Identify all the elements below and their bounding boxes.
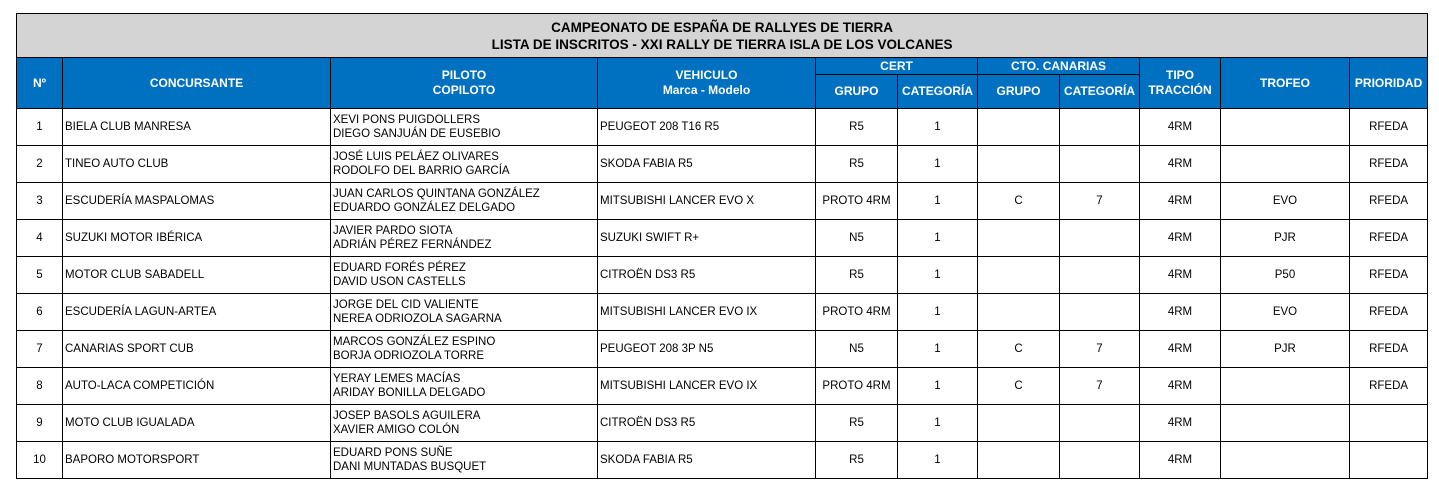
vehicle-model: SUZUKI SWIFT R+	[598, 220, 816, 257]
trophy	[1221, 368, 1350, 405]
priority: RFEDA	[1350, 331, 1428, 368]
trophy	[1221, 442, 1350, 479]
crew	[331, 331, 598, 368]
cert-category: 1	[898, 146, 978, 183]
cert-category: 1	[898, 368, 978, 405]
entrant-name: CANARIAS SPORT CUB	[63, 331, 331, 368]
canarias-category	[1060, 442, 1140, 479]
table-row	[17, 294, 1428, 331]
header-piloto: PILOTO	[441, 68, 487, 82]
header-vehiculo-group	[598, 58, 816, 109]
canarias-category	[1060, 146, 1140, 183]
traction-type: 4RM	[1140, 442, 1221, 479]
entry-number: 1	[17, 109, 63, 146]
cert-category: 1	[898, 220, 978, 257]
trophy: EVO	[1221, 183, 1350, 220]
cert-category: 1	[898, 183, 978, 220]
codriver-name: XAVIER AMIGO COLÓN	[333, 424, 460, 436]
crew	[331, 405, 598, 442]
championship-title: CAMPEONATO DE ESPAÑA DE RALLYES DE TIERRA	[551, 19, 893, 35]
priority: RFEDA	[1350, 220, 1428, 257]
canarias-group	[978, 405, 1060, 442]
table-row	[17, 442, 1428, 479]
crew	[331, 368, 598, 405]
table-row	[17, 183, 1428, 220]
canarias-category	[1060, 294, 1140, 331]
entrant-name: MOTOR CLUB SABADELL	[63, 257, 331, 294]
header-vehiculo: VEHICULO	[675, 68, 738, 82]
cert-group: R5	[816, 442, 898, 479]
crew	[331, 109, 598, 146]
trophy: PJR	[1221, 331, 1350, 368]
cert-group: N5	[816, 331, 898, 368]
cert-category: 1	[898, 405, 978, 442]
header-traccion: TRACCIÓN	[1148, 83, 1212, 97]
entrant-name: ESCUDERÍA MASPALOMAS	[63, 183, 331, 220]
codriver-name: EDUARDO GONZÁLEZ DELGADO	[333, 202, 516, 214]
codriver-name: ARIDAY BONILLA DELGADO	[333, 387, 486, 399]
entry-number: 5	[17, 257, 63, 294]
header-num: Nº	[17, 58, 63, 109]
vehicle-model: MITSUBISHI LANCER EVO IX	[598, 294, 816, 331]
entry-number: 10	[17, 442, 63, 479]
canarias-group	[978, 146, 1060, 183]
vehicle-model: CITROËN DS3 R5	[598, 405, 816, 442]
canarias-group: C	[978, 331, 1060, 368]
entry-number: 3	[17, 183, 63, 220]
vehicle-model: SKODA FABIA R5	[598, 442, 816, 479]
header-cert: CERT	[816, 58, 978, 75]
codriver-name: DAVID USON CASTELLS	[333, 276, 466, 288]
cert-group: PROTO 4RM	[816, 183, 898, 220]
table-row	[17, 368, 1428, 405]
crew	[331, 442, 598, 479]
traction-type: 4RM	[1140, 405, 1221, 442]
vehicle-model: SKODA FABIA R5	[598, 146, 816, 183]
entrant-name: ESCUDERÍA LAGUN-ARTEA	[63, 294, 331, 331]
header-piloto-copiloto	[331, 58, 598, 109]
entrant-name: MOTO CLUB IGUALADA	[63, 405, 331, 442]
entry-list-table	[16, 13, 1428, 479]
traction-type: 4RM	[1140, 368, 1221, 405]
table-row	[17, 220, 1428, 257]
priority: RFEDA	[1350, 257, 1428, 294]
entry-number: 8	[17, 368, 63, 405]
canarias-category	[1060, 257, 1140, 294]
canarias-group: C	[978, 183, 1060, 220]
trophy: EVO	[1221, 294, 1350, 331]
priority: RFEDA	[1350, 368, 1428, 405]
trophy	[1221, 146, 1350, 183]
cert-group: R5	[816, 257, 898, 294]
cert-category: 1	[898, 257, 978, 294]
header-tipo: TIPO	[1165, 68, 1194, 82]
table-row	[17, 331, 1428, 368]
priority: RFEDA	[1350, 146, 1428, 183]
canarias-group	[978, 109, 1060, 146]
canarias-group: C	[978, 368, 1060, 405]
entrant-name: BAPORO MOTORSPORT	[63, 442, 331, 479]
priority	[1350, 442, 1428, 479]
codriver-name: BORJA ODRIOZOLA TORRE	[333, 350, 485, 362]
canarias-group	[978, 442, 1060, 479]
entrant-name: SUZUKI MOTOR IBÉRICA	[63, 220, 331, 257]
table-row	[17, 146, 1428, 183]
crew	[331, 294, 598, 331]
table-row	[17, 109, 1428, 146]
table-row	[17, 405, 1428, 442]
driver-name: XEVI PONS PUIGDOLLERS	[333, 114, 480, 126]
cert-group: R5	[816, 109, 898, 146]
vehicle-model: PEUGEOT 208 T16 R5	[598, 109, 816, 146]
crew	[331, 183, 598, 220]
canarias-group	[978, 220, 1060, 257]
header-copiloto: COPILOTO	[432, 83, 496, 97]
cert-group: R5	[816, 405, 898, 442]
codriver-name: RODOLFO DEL BARRIO GARCÍA	[333, 165, 510, 177]
cert-group: N5	[816, 220, 898, 257]
header-tipo-traccion	[1140, 58, 1221, 109]
codriver-name: NEREA ODRIOZOLA SAGARNA	[333, 313, 502, 325]
entry-number: 9	[17, 405, 63, 442]
canarias-category: 7	[1060, 368, 1140, 405]
header-marca-modelo: Marca - Modelo	[662, 83, 751, 97]
cert-group: R5	[816, 146, 898, 183]
crew	[331, 146, 598, 183]
priority	[1350, 405, 1428, 442]
canarias-category: 7	[1060, 331, 1140, 368]
entry-number: 7	[17, 331, 63, 368]
driver-name: EDUARD FORÉS PÉREZ	[333, 262, 466, 274]
canarias-category: 7	[1060, 183, 1140, 220]
cert-group: PROTO 4RM	[816, 368, 898, 405]
header-prioridad: PRIORIDAD	[1350, 58, 1428, 109]
entrant-name: TINEO AUTO CLUB	[63, 146, 331, 183]
cert-group: PROTO 4RM	[816, 294, 898, 331]
cert-category: 1	[898, 331, 978, 368]
trophy	[1221, 109, 1350, 146]
canarias-category	[1060, 109, 1140, 146]
vehicle-model: MITSUBISHI LANCER EVO X	[598, 183, 816, 220]
cert-category: 1	[898, 442, 978, 479]
rally-title: LISTA DE INSCRITOS - XXI RALLY DE TIERRA ISLA DE LOS VOLCANES	[491, 36, 953, 52]
canarias-group	[978, 257, 1060, 294]
header-cto-canarias: CTO. CANARIAS	[978, 58, 1140, 75]
entry-number: 2	[17, 146, 63, 183]
entries-body	[17, 109, 1428, 479]
sheet-title	[17, 14, 1428, 58]
driver-name: JOSEP BASOLS AGUILERA	[333, 410, 481, 422]
entrant-name: AUTO-LACA COMPETICIÓN	[63, 368, 331, 405]
codriver-name: ADRIÁN PÉREZ FERNÁNDEZ	[333, 239, 492, 251]
driver-name: MARCOS GONZÁLEZ ESPINO	[333, 336, 496, 348]
crew	[331, 257, 598, 294]
header-canarias-grupo: GRUPO	[978, 75, 1060, 109]
canarias-category	[1060, 220, 1140, 257]
traction-type: 4RM	[1140, 146, 1221, 183]
crew	[331, 220, 598, 257]
driver-name: JOSÉ LUIS PELÁEZ OLIVARES	[333, 151, 499, 163]
codriver-name: DIEGO SANJUÁN DE EUSEBIO	[333, 128, 501, 140]
priority: RFEDA	[1350, 109, 1428, 146]
entrant-name: BIELA CLUB MANRESA	[63, 109, 331, 146]
trophy	[1221, 405, 1350, 442]
traction-type: 4RM	[1140, 109, 1221, 146]
header-canarias-categoria: CATEGORÍA	[1060, 75, 1140, 109]
driver-name: YERAY LEMES MACÍAS	[333, 373, 461, 385]
driver-name: EDUARD PONS SUÑE	[333, 447, 453, 459]
header-cert-grupo: GRUPO	[816, 75, 898, 109]
codriver-name: DANI MUNTADAS BUSQUET	[333, 461, 487, 473]
driver-name: JUAN CARLOS QUINTANA GONZÁLEZ	[333, 188, 540, 200]
table-row	[17, 257, 1428, 294]
canarias-category	[1060, 405, 1140, 442]
traction-type: 4RM	[1140, 183, 1221, 220]
entry-number: 4	[17, 220, 63, 257]
header-trofeo: TROFEO	[1221, 58, 1350, 109]
priority: RFEDA	[1350, 294, 1428, 331]
entry-list-sheet	[16, 13, 1427, 479]
canarias-group	[978, 294, 1060, 331]
traction-type: 4RM	[1140, 294, 1221, 331]
header-concursante: CONCURSANTE	[63, 58, 331, 109]
cert-category: 1	[898, 109, 978, 146]
cert-category: 1	[898, 294, 978, 331]
priority: RFEDA	[1350, 183, 1428, 220]
header-cert-categoria: CATEGORÍA	[898, 75, 978, 109]
driver-name: JAVIER PARDO SIOTA	[333, 225, 453, 237]
vehicle-model: MITSUBISHI LANCER EVO IX	[598, 368, 816, 405]
trophy: P50	[1221, 257, 1350, 294]
traction-type: 4RM	[1140, 220, 1221, 257]
traction-type: 4RM	[1140, 331, 1221, 368]
entry-number: 6	[17, 294, 63, 331]
traction-type: 4RM	[1140, 257, 1221, 294]
vehicle-model: PEUGEOT 208 3P N5	[598, 331, 816, 368]
driver-name: JORGE DEL CID VALIENTE	[333, 299, 479, 311]
trophy: PJR	[1221, 220, 1350, 257]
vehicle-model: CITROËN DS3 R5	[598, 257, 816, 294]
